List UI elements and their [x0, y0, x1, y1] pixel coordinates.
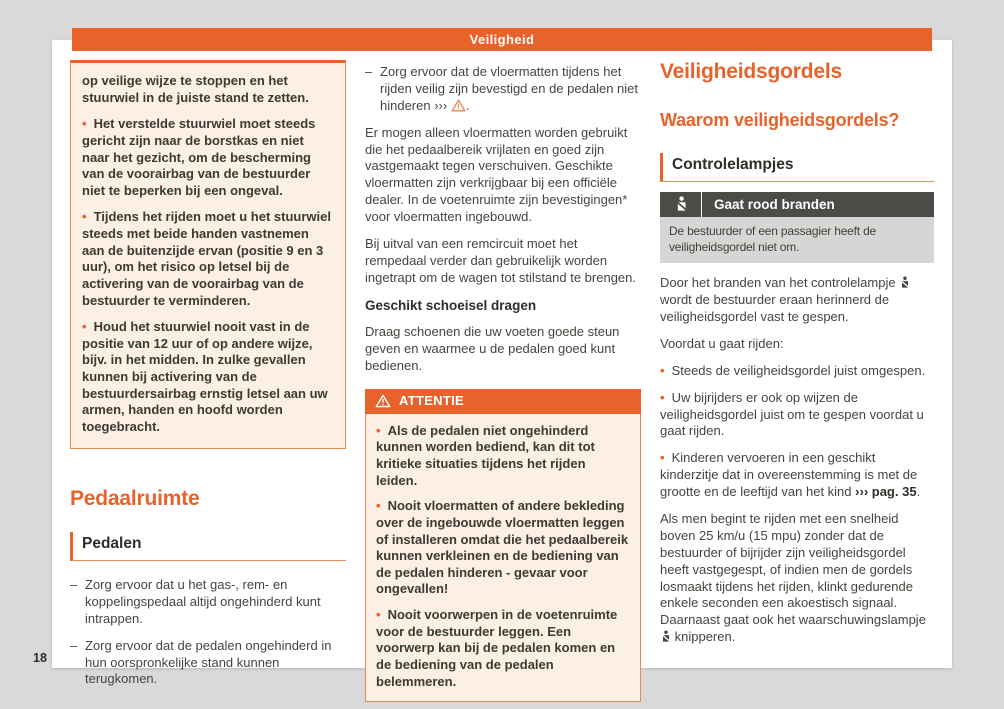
attention-box [365, 389, 641, 702]
warning-triangle-icon [451, 99, 466, 112]
bullet-item: • Uw bijrijders er ook op wijzen de veiligheidsgordel juist om te gespen voordat u gaat rijden. [660, 390, 934, 441]
bullet-item: • Kinderen vervoeren in een geschikt kinderzitje dat in overeenstemming is met de grootte en de leeftijd van het kind ››› pag. 35. [660, 450, 934, 501]
seatbelt-icon [660, 630, 671, 643]
warning-paragraph: • Het verstelde stuurwiel moet steeds gericht zijn naar de borstkas en niet naar het gezicht, om de bescherming van de voorairbag van de bestuurder niet te beperken bij een ongeval. [82, 116, 334, 199]
paragraph: Door het branden van het controlelampje wordt de bestuurder eraan herinnerd de veiligheidsgordel vast te gespen. [660, 275, 934, 326]
seatbelt-icon [674, 196, 688, 212]
paragraph: Er mogen alleen vloermatten worden gebruikt die het pedaalbereik vrijlaten en goed zijn vastgemaakt tegen verschuiven. Geschikte vloermatten zijn verkrijgbaar bij een officiële dealer. In de voetenruimte zijn bevestigingen* voor vloermatten ingebouwd. [365, 124, 628, 225]
warning-paragraph: • Tijdens het rijden moet u het stuurwiel steeds met beide handen vastnemen aan de buitenzijde ervan (positie 9 en 3 uur), om het risico op letsel bij de activering van de voorairbag van de bestuurder te verminderen. [82, 209, 334, 309]
right-column [660, 40, 934, 668]
paragraph: Als men begint te rijden met een snelheid boven 25 km/u (15 mpu) zonder dat de bestuurder of bijrijder zijn veiligheidsgordel heeft vastgegespt, of indien men de gordels losmaakt tijdens het rijden, klinkt gedurende enkele seconden een akoestisch signaal. Daarnaast gaat ook het waarschuwingslampje knipperen. [660, 511, 926, 645]
attention-item: • Als de pedalen niet ongehinderd kunnen worden bediend, kan dit tot kritieke situaties tijdens het rijden leiden. [376, 423, 630, 490]
shoe-heading: Geschikt schoeisel dragen [365, 297, 537, 313]
list-item: – Zorg ervoor dat u het gas-, rem- en koppelingspedaal altijd ongehinderd kunt intrappen. [70, 577, 346, 628]
attention-header [365, 389, 641, 414]
indicator-description: De bestuurder of een passagier heeft de veiligheidsgordel niet om. [660, 217, 934, 263]
subsection-title-waarom: Waarom veiligheidsgordels? [660, 110, 900, 131]
section-title-veiligheidsgordels: Veiligheidsgordels [660, 60, 842, 83]
attention-title: ATTENTIE [399, 392, 464, 408]
section-title-pedaalruimte: Pedaalruimte [70, 486, 200, 510]
attention-body [365, 414, 641, 702]
indicator-bar [660, 192, 934, 217]
page-reference: ››› pag. 35 [855, 484, 917, 500]
seatbelt-icon-cell [660, 192, 702, 217]
warning-continuation-box [70, 60, 346, 449]
left-column [70, 40, 346, 687]
list-item: – Zorg ervoor dat de pedalen ongehinderd in hun oorspronkelijke stand kunnen terugkomen. [70, 638, 346, 689]
warning-paragraph: • Houd het stuurwiel nooit vast in de positie van 12 uur of op andere wijze, bijv. in het midden. In zulke gevallen kunnen bij activering van de bestuurdersairbag ernstig letsel aan uw armen, handen en hoofd worden toegebracht. [82, 319, 334, 435]
attention-item: • Nooit voorwerpen in de voetenruimte voor de bestuurder leggen. Een voorwerp kan bij de pedalen komen en de bediening van de pedalen belemmeren. [376, 607, 630, 690]
bullet-item: • Steeds de veiligheidsgordel juist omgespen. [660, 363, 934, 380]
warning-paragraph: op veilige wijze te stoppen en het stuurwiel in de juiste stand te zetten. [82, 73, 309, 105]
paragraph: Bij uitval van een remcircuit moet het rempedaal verder dan gebruikelijk worden ingetrapt om de wagen tot stilstand te brengen. [365, 236, 637, 285]
list-item: – Zorg ervoor dat de vloermatten tijdens het rijden veilig zijn bevestigd en de pedalen niet hinderen ››› . [365, 64, 641, 115]
paragraph: Draag schoenen die uw voeten goede steun geven en waarmee u de pedalen goed kunt bedienen. [365, 324, 620, 374]
page-number: 18 [33, 651, 47, 665]
attention-item: • Nooit vloermatten of andere bekleding over de ingebouwde vloermatten leggen of installeren omdat die het pedaalbereik kunnen verkleinen en de bediening van de pedalen hinderen - gevaar voor ongevallen! [376, 498, 630, 598]
paragraph: Voordat u gaat rijden: [660, 335, 784, 351]
page-content [70, 40, 934, 689]
indicator-label: Gaat rood branden [714, 196, 835, 212]
chapter-title: Veiligheid [469, 32, 535, 47]
seatbelt-icon [899, 276, 910, 289]
subsection-title-pedalen: Pedalen [70, 532, 346, 561]
chapter-header-bar [72, 28, 932, 51]
warning-triangle-icon [375, 394, 391, 408]
heading-controlelampjes: Controlelampjes [660, 153, 934, 182]
middle-column [365, 40, 641, 689]
